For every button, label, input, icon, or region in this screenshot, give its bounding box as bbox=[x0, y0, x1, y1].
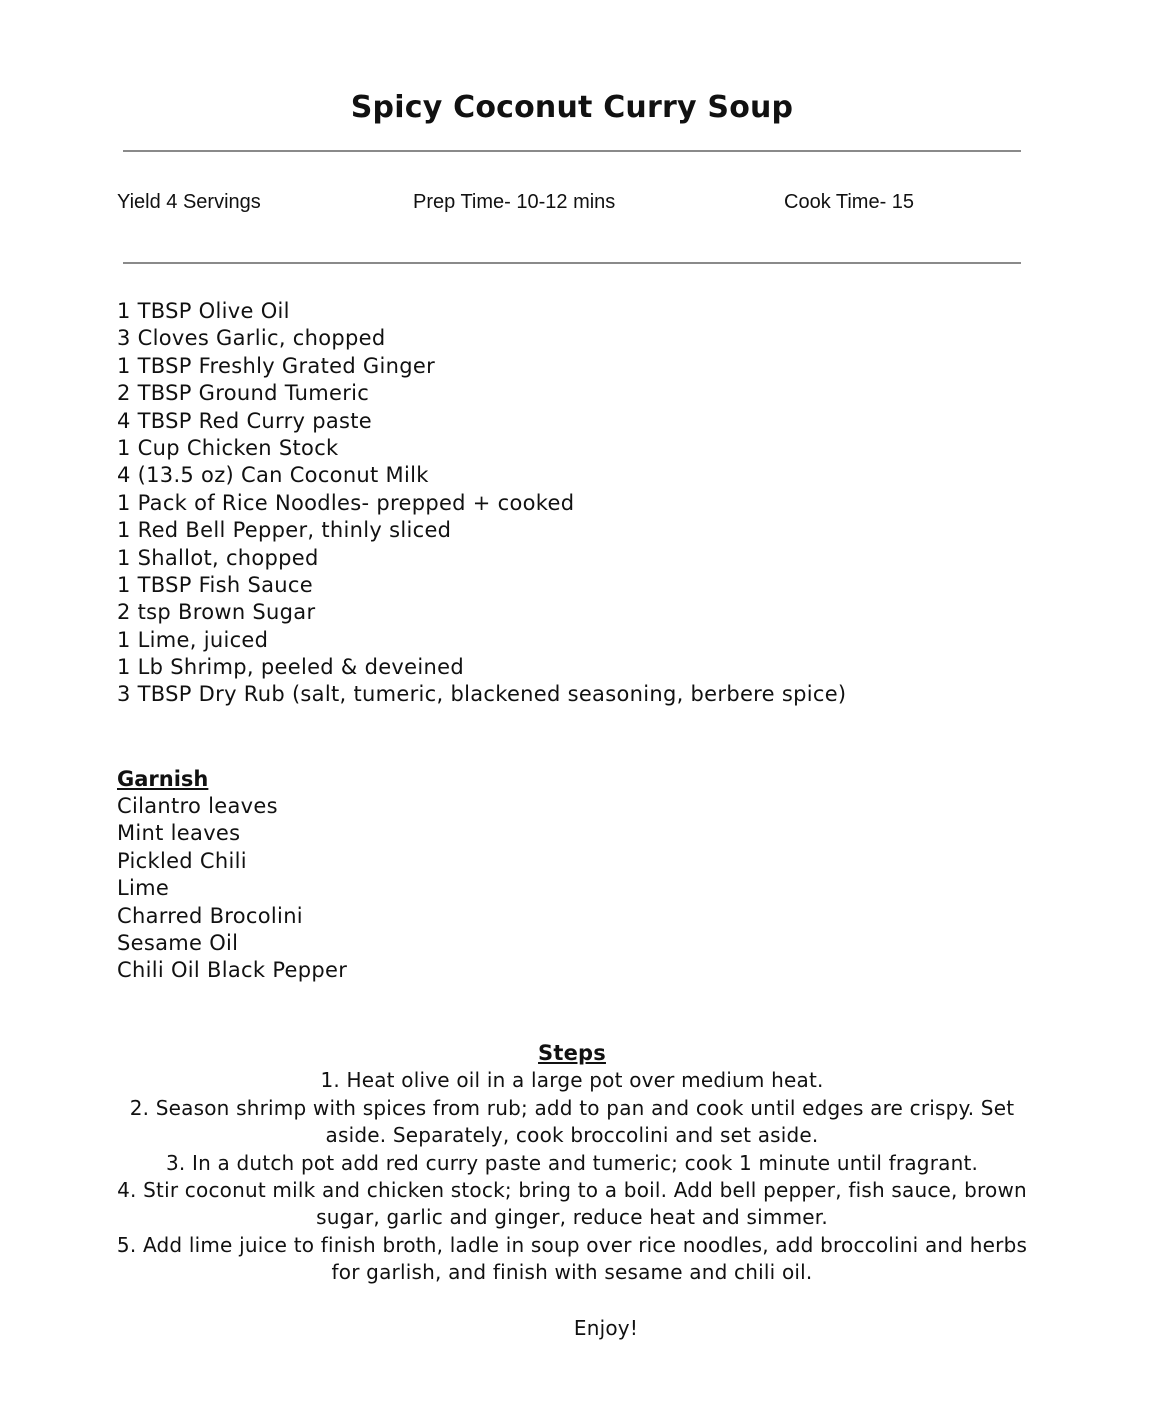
ingredient-item: 1 TBSP Fish Sauce bbox=[117, 572, 313, 597]
prep-time-label: Prep Time- 10-12 mins bbox=[413, 191, 616, 213]
garnish-heading: Garnish bbox=[117, 767, 209, 791]
ingredient-item: 1 Cup Chicken Stock bbox=[117, 435, 339, 460]
garnish-list bbox=[117, 793, 347, 985]
closing-line: Enjoy! bbox=[573, 1315, 639, 1340]
step-item: 2. Season shrimp with spices from rub; add to pan and cook until edges are crispy. Set aside. Separately, cook broccolini and set aside. bbox=[129, 1095, 1015, 1148]
garnish-item: Pickled Chili bbox=[117, 848, 247, 873]
ingredient-item: 1 Red Bell Pepper, thinly sliced bbox=[117, 518, 452, 543]
ingredient-item: 1 TBSP Olive Oil bbox=[117, 299, 290, 323]
step-item: 3. In a dutch pot add red curry paste and tumeric; cook 1 minute until fragrant. bbox=[165, 1150, 979, 1175]
garnish-item: Sesame Oil bbox=[117, 930, 239, 955]
ingredient-item: 1 Pack of Rice Noodles- prepped + cooked bbox=[117, 490, 575, 515]
steps-list bbox=[110, 1067, 1034, 1286]
step-item: 4. Stir coconut milk and chicken stock; bring to a boil. Add bell pepper, fish sauce, brown sugar, garlic and ginger, reduce heat and simmer. bbox=[117, 1178, 1027, 1230]
ingredient-item: 1 Lb Shrimp, peeled & deveined bbox=[117, 655, 464, 680]
step-item: 5. Add lime juice to finish broth, ladle in soup over rice noodles, add broccolini and herbs for garlish, and finish with sesame and chili oil. bbox=[116, 1232, 1028, 1285]
garnish-item: Lime bbox=[117, 876, 170, 901]
ingredient-item: 3 Cloves Garlic, chopped bbox=[117, 326, 386, 351]
ingredient-item: 3 TBSP Dry Rub (salt, tumeric, blackened seasoning, berbere spice) bbox=[117, 682, 847, 707]
garnish-item: Mint leaves bbox=[117, 821, 241, 846]
bottom-divider bbox=[123, 262, 1021, 264]
ingredient-item: 2 TBSP Ground Tumeric bbox=[117, 381, 370, 406]
garnish-item: Charred Brocolini bbox=[117, 903, 303, 928]
cook-time-label: Cook Time- 15 bbox=[784, 191, 915, 213]
steps-section bbox=[110, 1040, 1034, 1342]
ingredient-item: 2 tsp Brown Sugar bbox=[117, 600, 316, 625]
recipe-title: Spicy Coconut Curry Soup bbox=[350, 90, 794, 125]
step-item: 1. Heat olive oil in a large pot over medium heat. bbox=[320, 1068, 824, 1093]
garnish-item: Cilantro leaves bbox=[117, 794, 278, 818]
ingredient-item: 1 Lime, juiced bbox=[117, 627, 269, 652]
top-divider bbox=[123, 150, 1021, 152]
ingredient-item: 4 (13.5 oz) Can Coconut Milk bbox=[117, 463, 429, 488]
ingredient-item: 1 TBSP Freshly Grated Ginger bbox=[117, 353, 436, 378]
steps-heading: Steps bbox=[538, 1041, 606, 1065]
garnish-item: Chili Oil Black Pepper bbox=[117, 958, 348, 983]
yield-label: Yield 4 Servings bbox=[117, 191, 261, 213]
ingredient-item: 1 Shallot, chopped bbox=[117, 545, 319, 570]
ingredient-item: 4 TBSP Red Curry paste bbox=[117, 408, 373, 433]
ingredient-list bbox=[117, 298, 846, 709]
